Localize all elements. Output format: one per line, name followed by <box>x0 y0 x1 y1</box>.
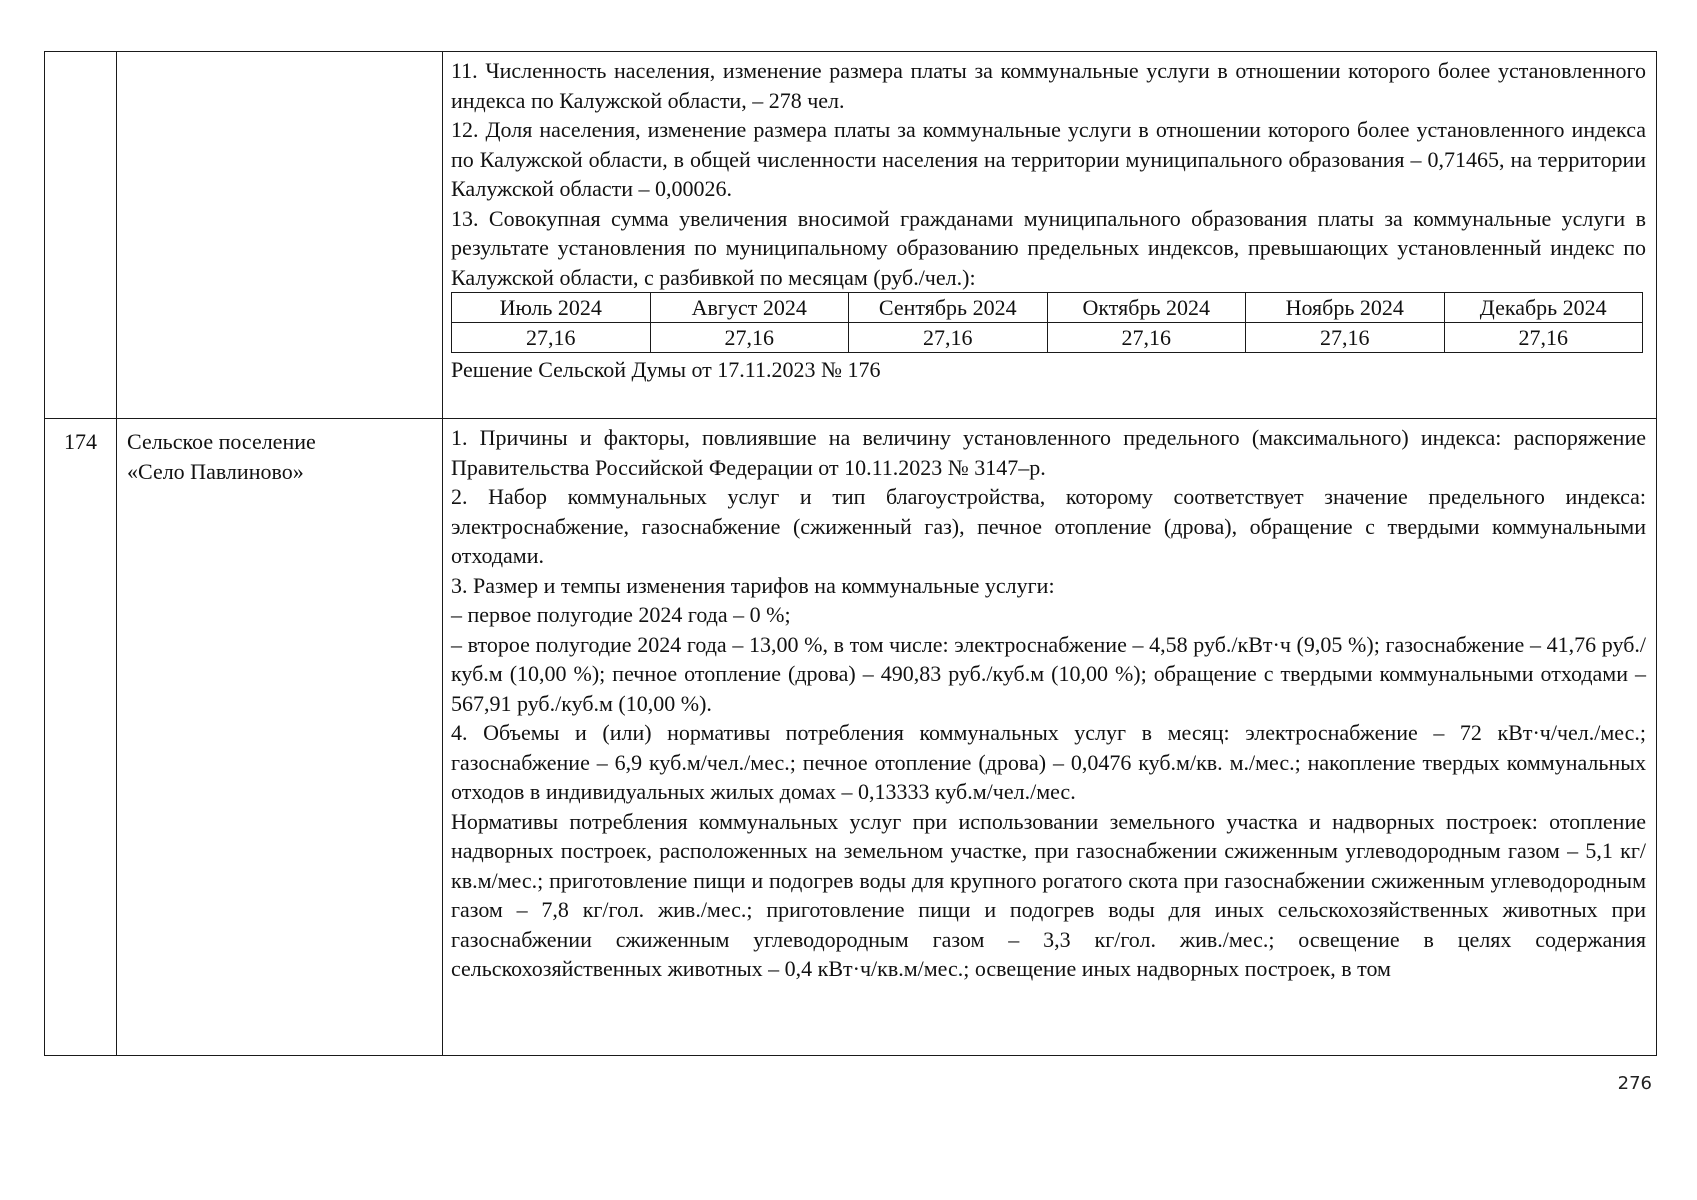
month-header: Октябрь 2024 <box>1047 293 1246 323</box>
paragraph-2: 2. Набор коммунальных услуг и тип благоустройства, которому соответствует значение предельного индекса: электроснабжение, газоснабжение (сжиженный газ), печное отопление (дрова), обращение с твердыми коммунальными отходами. <box>451 484 1646 568</box>
monthly-increase-table <box>451 292 1643 353</box>
content-cell <box>443 52 1657 419</box>
month-value: 27,16 <box>849 323 1048 353</box>
month-header: Август 2024 <box>650 293 849 323</box>
decision-text: Решение Сельской Думы от 17.11.2023 № 176 <box>451 357 881 382</box>
paragraph-13: 13. Совокупная сумма увеличения вносимой гражданами муниципального образования платы за коммунальные услуги в результате установления по муниципальному образованию предельных индексов, превышающих установленный индекс по Калужской области, с разбивкой по месяцам (руб./чел.): <box>451 205 1646 290</box>
municipality-name-cell <box>117 52 443 419</box>
month-header: Ноябрь 2024 <box>1246 293 1445 323</box>
month-header: Июль 2024 <box>452 293 651 323</box>
month-value: 27,16 <box>1444 323 1643 353</box>
paragraph-norms: Нормативы потребления коммунальных услуг при использовании земельного участка и надворных построек: отопление надворных построек, расположенных на земельном участке, при газоснабжении сжиженным углеводородным газом – 5,1 кг/кв.м/мес.; приготовление пищи и подогрев воды для крупного рогатого скота при газоснабжении сжиженным углеводородным газом – 7,8 кг/гол. жив./мес.; приготовление пищи и подогрев воды для иных сельскохозяйственных животных при газоснабжении сжиженным углеводородным газом – 3,3 кг/гол. жив./мес.; освещение в целях содержания сельскохозяйственных животных – 0,4 кВт·ч/кв.м/мес.; освещение иных надворных построек, в том <box>451 808 1646 981</box>
municipality-name-line: Сельское поселение <box>127 429 316 454</box>
row-number-cell <box>45 52 117 419</box>
table-row <box>45 52 1657 419</box>
main-table <box>44 51 1657 1056</box>
paragraph-3: 3. Размер и темпы изменения тарифов на коммунальные услуги: <box>451 572 1055 598</box>
municipality-name-cell <box>117 419 443 1056</box>
municipality-name-line: «Село Павлиново» <box>127 459 304 484</box>
row-number-cell: 174 <box>45 419 117 1056</box>
paragraph-1: 1. Причины и факторы, повлиявшие на величину установленного предельного (максимального) индекса: распоряжение Правительства Российской Федерации от 10.11.2023 № 3147–р. <box>451 425 1646 480</box>
paragraph-3-first-half: – первое полугодие 2024 года – 0 %; <box>451 602 791 627</box>
paragraph-4: 4. Объемы и (или) нормативы потребления коммунальных услуг в месяц: электроснабжение – 72 кВт·ч/чел./мес.; газоснабжение – 6,9 куб.м/чел./мес.; печное отопление (дрова) – 0,0476 куб.м/кв. м./мес.; накопление твердых коммунальных отходов в индивидуальных жилых домах – 0,13333 куб.м/чел./мес. <box>451 720 1646 804</box>
table-row <box>45 419 1657 1056</box>
paragraph-11: 11. Численность населения, изменение размера платы за коммунальные услуги в отношении которого более установленного индекса по Калужской области, – 278 чел. <box>451 58 1646 113</box>
month-header-row <box>452 293 1643 323</box>
paragraph-12: 12. Доля населения, изменение размера платы за коммунальные услуги в отношении которого более установленного индекса по Калужской области, в общей численности населения на территории муниципального образования – 0,71465, на территории Калужской области – 0,00026. <box>451 117 1646 201</box>
month-value: 27,16 <box>1047 323 1246 353</box>
month-value: 27,16 <box>452 323 651 353</box>
month-value: 27,16 <box>650 323 849 353</box>
month-header: Декабрь 2024 <box>1444 293 1643 323</box>
content-cell <box>443 419 1657 1056</box>
month-header: Сентябрь 2024 <box>849 293 1048 323</box>
paragraph-3-second-half: – второе полугодие 2024 года – 13,00 %, в том числе: электроснабжение – 4,58 руб./кВт·ч (9,05 %); газоснабжение – 41,76 руб./куб.м (10,00 %); печное отопление (дрова) – 490,83 руб./куб.м (10,00 %); обращение с твердыми коммунальными отходами – 567,91 руб./куб.м (10,00 %). <box>451 631 1646 716</box>
page-number: 276 <box>1617 1073 1652 1094</box>
month-value-row <box>452 323 1643 353</box>
month-value: 27,16 <box>1246 323 1445 353</box>
